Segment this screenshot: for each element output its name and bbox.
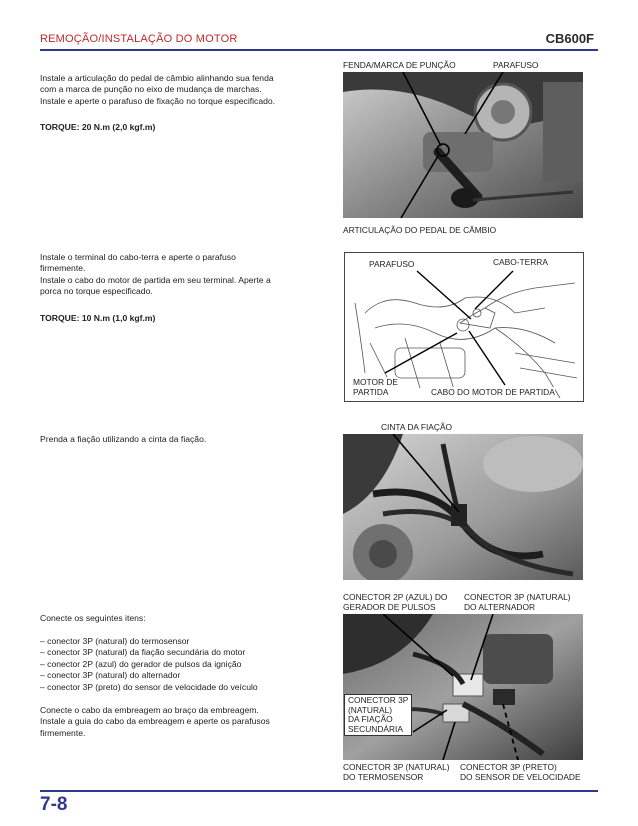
secondary-wire-label-3: DA FIAÇÃO xyxy=(348,714,393,725)
step2-line-3: Instale o cabo do motor de partida em seu terminal. Aperte a xyxy=(40,274,271,285)
step1-torque: TORQUE: 20 N.m (2,0 kgf.m) xyxy=(40,122,156,132)
thermosensor-label-2: DO TERMOSENSOR xyxy=(343,772,424,782)
alternator-label-1: CONECTOR 3P (NATURAL) xyxy=(464,592,571,602)
punch-mark-label: FENDA/MARCA DE PUNÇÃO xyxy=(343,60,456,70)
secondary-wire-label xyxy=(344,694,412,736)
list-item: – conector 3P (preto) do sensor de velocidade do veículo xyxy=(40,681,258,692)
list-item: – conector 2P (azul) do gerador de pulsos da ignição xyxy=(40,658,242,669)
step3-line-1: Prenda a fiação utilizando a cinta da fiação. xyxy=(40,434,207,444)
page-number: 7-8 xyxy=(40,794,68,815)
bolt-label-2: PARAFUSO xyxy=(369,259,415,269)
secondary-wire-label-1: CONECTOR 3P xyxy=(348,695,409,705)
secondary-wire-label-4: SECUNDÁRIA xyxy=(348,723,403,734)
ground-cable-label: CABO-TERRA xyxy=(493,257,548,267)
list-item: – conector 3P (natural) do alternador xyxy=(40,670,181,681)
speed-sensor-label-2: DO SENSOR DE VELOCIDADE xyxy=(460,772,581,782)
list-item: – conector 3P (natural) do termosensor xyxy=(40,636,190,646)
connector-list xyxy=(40,636,332,693)
wire-band-photo-art xyxy=(343,434,583,580)
connectors-photo-art xyxy=(343,614,583,760)
alternator-label xyxy=(464,592,571,612)
section-title: REMOÇÃO/INSTALAÇÃO DO MOTOR xyxy=(40,33,238,45)
step2-text xyxy=(40,252,330,298)
step1-line-3: Instale e aperte o parafuso de fixação no torque especificado. xyxy=(40,95,276,106)
secondary-wire-label-2: (NATURAL) xyxy=(348,704,393,715)
pulse-generator-label-1: CONECTOR 2P (AZUL) DO xyxy=(343,592,448,602)
thermosensor-label-1: CONECTOR 3P (NATURAL) xyxy=(343,762,450,772)
shift-arm-photo-art xyxy=(343,72,583,218)
starter-cable-label: CABO DO MOTOR DE PARTIDA xyxy=(431,387,555,397)
starter-motor-label-2: PARTIDA xyxy=(353,387,389,397)
step2-line-4: porca no torque especificado. xyxy=(40,286,153,297)
step1-line-1: Instale a articulação do pedal de câmbio alinhando sua fenda xyxy=(40,73,274,83)
list-item: – conector 3P (natural) da fiação secundária do motor xyxy=(40,647,246,658)
step2-line-2: firmemente. xyxy=(40,263,86,274)
step4-intro: Conecte os seguintes itens: xyxy=(40,613,146,623)
alternator-label-2: DO ALTERNADOR xyxy=(464,602,536,612)
pulse-generator-label-2: GERADOR DE PULSOS xyxy=(343,602,436,612)
starter-cable-diagram xyxy=(344,252,584,402)
starter-motor-label xyxy=(353,377,398,397)
shift-arm-label: ARTICULAÇÃO DO PEDAL DE CÂMBIO xyxy=(343,225,497,235)
step1-line-2: com a marca de punção no eixo de mudança de marchas. xyxy=(40,84,262,95)
bolt-label-1: PARAFUSO xyxy=(493,60,539,70)
wire-band-photo xyxy=(343,434,583,580)
model-name: CB600F xyxy=(545,31,594,46)
step4-text xyxy=(40,705,332,739)
step4-line-3: firmemente. xyxy=(40,727,86,738)
thermosensor-label xyxy=(343,762,450,782)
pulse-generator-label xyxy=(343,592,447,612)
header-rule xyxy=(40,49,598,51)
step4-line-1: Conecte o cabo da embreagem ao braço da embreagem. xyxy=(40,705,259,715)
connectors-photo xyxy=(343,614,583,760)
step2-torque: TORQUE: 10 N.m (1,0 kgf.m) xyxy=(40,313,156,323)
step3-text xyxy=(40,434,330,445)
step1-text xyxy=(40,73,330,107)
speed-sensor-label xyxy=(460,762,581,782)
footer-rule xyxy=(40,790,598,792)
step4-line-2: Instale a guia do cabo da embreagem e aperte os parafusos xyxy=(40,716,270,727)
speed-sensor-label-1: CONECTOR 3P (PRETO) xyxy=(460,762,557,772)
wire-band-label: CINTA DA FIAÇÃO xyxy=(381,422,453,432)
starter-motor-label-1: MOTOR DE xyxy=(353,377,398,387)
shift-arm-photo xyxy=(343,72,583,218)
step2-line-1: Instale o terminal do cabo-terra e aperte o parafuso xyxy=(40,252,236,262)
